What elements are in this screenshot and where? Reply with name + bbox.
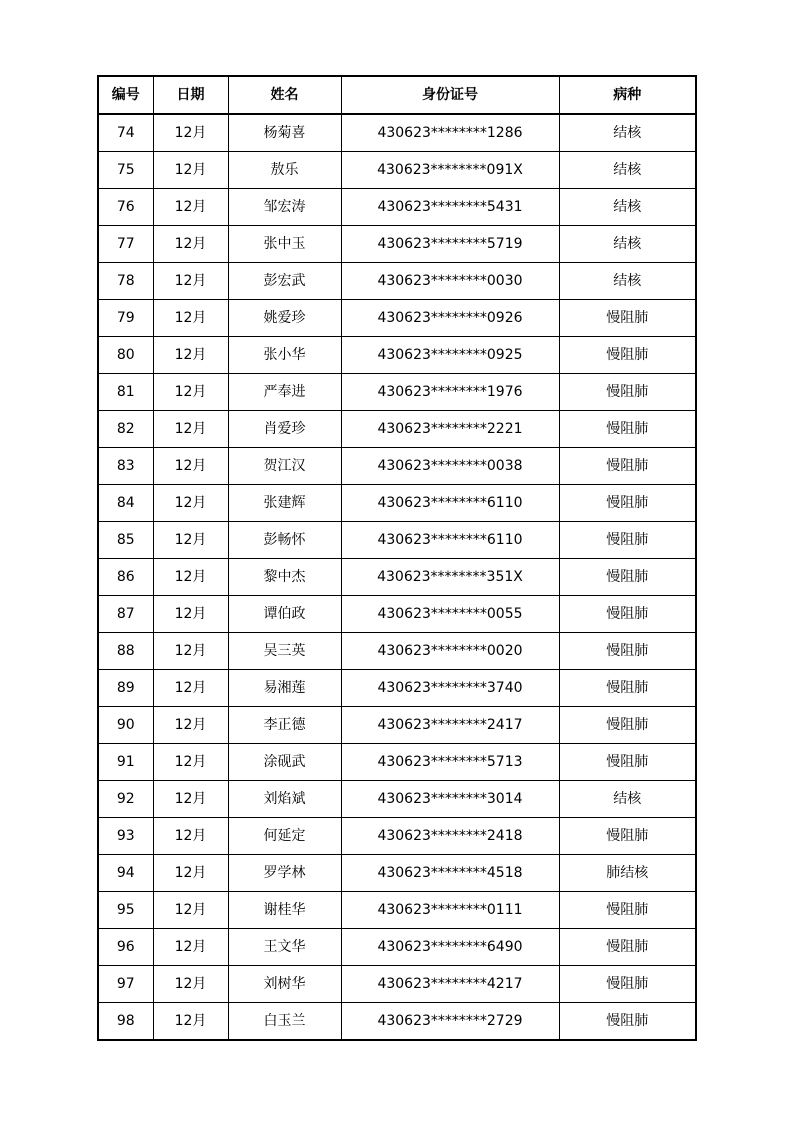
table-row — [98, 189, 696, 226]
cell-name: 罗学林 — [228, 855, 341, 892]
cell-disease: 慢阻肺 — [559, 337, 696, 374]
cell-disease: 慢阻肺 — [559, 966, 696, 1003]
cell-id-number: 430623********1286 — [341, 114, 559, 152]
header-name: 姓名 — [228, 76, 341, 114]
cell-disease: 慢阻肺 — [559, 707, 696, 744]
header-disease: 病种 — [559, 76, 696, 114]
cell-date: 12月 — [153, 226, 228, 263]
cell-date: 12月 — [153, 152, 228, 189]
cell-disease: 慢阻肺 — [559, 892, 696, 929]
cell-name: 吴三英 — [228, 633, 341, 670]
cell-id-number: 430623********3014 — [341, 781, 559, 818]
cell-id-number: 430623********0020 — [341, 633, 559, 670]
cell-id-number: 430623********6110 — [341, 485, 559, 522]
cell-id: 91 — [98, 744, 153, 781]
cell-date: 12月 — [153, 929, 228, 966]
cell-date: 12月 — [153, 892, 228, 929]
cell-id-number: 430623********1976 — [341, 374, 559, 411]
cell-id-number: 430623********0111 — [341, 892, 559, 929]
header-id: 编号 — [98, 76, 153, 114]
table-row — [98, 929, 696, 966]
cell-id: 87 — [98, 596, 153, 633]
cell-id-number: 430623********3740 — [341, 670, 559, 707]
cell-id-number: 430623********4518 — [341, 855, 559, 892]
cell-id-number: 430623********6490 — [341, 929, 559, 966]
table-row — [98, 818, 696, 855]
cell-disease: 慢阻肺 — [559, 633, 696, 670]
cell-id: 98 — [98, 1003, 153, 1041]
table-row — [98, 966, 696, 1003]
table-row — [98, 114, 696, 152]
table-row — [98, 522, 696, 559]
cell-id: 94 — [98, 855, 153, 892]
cell-disease: 结核 — [559, 189, 696, 226]
table-row — [98, 707, 696, 744]
table-row — [98, 781, 696, 818]
records-table — [97, 75, 697, 1041]
cell-name: 涂砚武 — [228, 744, 341, 781]
cell-name: 张建辉 — [228, 485, 341, 522]
cell-disease: 慢阻肺 — [559, 744, 696, 781]
cell-date: 12月 — [153, 781, 228, 818]
cell-id-number: 430623********5713 — [341, 744, 559, 781]
cell-date: 12月 — [153, 337, 228, 374]
cell-name: 严奉进 — [228, 374, 341, 411]
table-row — [98, 374, 696, 411]
cell-name: 刘焰斌 — [228, 781, 341, 818]
cell-name: 王文华 — [228, 929, 341, 966]
cell-name: 邹宏涛 — [228, 189, 341, 226]
table-row — [98, 892, 696, 929]
cell-name: 白玉兰 — [228, 1003, 341, 1041]
table-row — [98, 744, 696, 781]
cell-name: 彭宏武 — [228, 263, 341, 300]
table-row — [98, 300, 696, 337]
table-body — [98, 114, 696, 1040]
table-row — [98, 559, 696, 596]
cell-id: 90 — [98, 707, 153, 744]
cell-name: 张中玉 — [228, 226, 341, 263]
cell-disease: 慢阻肺 — [559, 300, 696, 337]
cell-disease: 结核 — [559, 226, 696, 263]
cell-date: 12月 — [153, 559, 228, 596]
cell-name: 姚爱珍 — [228, 300, 341, 337]
header-row — [98, 76, 696, 114]
cell-date: 12月 — [153, 633, 228, 670]
cell-date: 12月 — [153, 485, 228, 522]
table-row — [98, 855, 696, 892]
cell-name: 谭伯政 — [228, 596, 341, 633]
cell-name: 何延定 — [228, 818, 341, 855]
table-row — [98, 448, 696, 485]
cell-date: 12月 — [153, 448, 228, 485]
cell-id-number: 430623********0925 — [341, 337, 559, 374]
cell-disease: 肺结核 — [559, 855, 696, 892]
cell-disease: 慢阻肺 — [559, 596, 696, 633]
cell-name: 肖爱珍 — [228, 411, 341, 448]
table-row — [98, 670, 696, 707]
cell-name: 黎中杰 — [228, 559, 341, 596]
cell-disease: 慢阻肺 — [559, 374, 696, 411]
cell-id: 95 — [98, 892, 153, 929]
cell-id: 74 — [98, 114, 153, 152]
cell-disease: 结核 — [559, 114, 696, 152]
cell-id-number: 430623********091X — [341, 152, 559, 189]
table-row — [98, 263, 696, 300]
cell-id: 76 — [98, 189, 153, 226]
header-date: 日期 — [153, 76, 228, 114]
table-header — [98, 76, 696, 114]
table-row — [98, 152, 696, 189]
cell-disease: 结核 — [559, 152, 696, 189]
cell-name: 张小华 — [228, 337, 341, 374]
cell-id-number: 430623********0055 — [341, 596, 559, 633]
cell-date: 12月 — [153, 744, 228, 781]
cell-id: 83 — [98, 448, 153, 485]
cell-date: 12月 — [153, 114, 228, 152]
cell-id: 88 — [98, 633, 153, 670]
cell-id-number: 430623********0038 — [341, 448, 559, 485]
cell-id-number: 430623********2417 — [341, 707, 559, 744]
cell-disease: 慢阻肺 — [559, 559, 696, 596]
cell-name: 刘树华 — [228, 966, 341, 1003]
cell-name: 贺江汉 — [228, 448, 341, 485]
cell-date: 12月 — [153, 707, 228, 744]
cell-id: 81 — [98, 374, 153, 411]
cell-disease: 结核 — [559, 781, 696, 818]
cell-disease: 慢阻肺 — [559, 818, 696, 855]
cell-disease: 慢阻肺 — [559, 411, 696, 448]
table-row — [98, 337, 696, 374]
cell-disease: 结核 — [559, 263, 696, 300]
cell-disease: 慢阻肺 — [559, 522, 696, 559]
cell-id: 97 — [98, 966, 153, 1003]
cell-date: 12月 — [153, 596, 228, 633]
cell-id: 79 — [98, 300, 153, 337]
table-row — [98, 485, 696, 522]
header-id-number: 身份证号 — [341, 76, 559, 114]
cell-date: 12月 — [153, 818, 228, 855]
cell-id-number: 430623********5431 — [341, 189, 559, 226]
cell-date: 12月 — [153, 263, 228, 300]
cell-id: 86 — [98, 559, 153, 596]
table-row — [98, 596, 696, 633]
cell-name: 易湘莲 — [228, 670, 341, 707]
cell-id-number: 430623********0926 — [341, 300, 559, 337]
cell-id: 78 — [98, 263, 153, 300]
cell-date: 12月 — [153, 189, 228, 226]
table-row — [98, 633, 696, 670]
cell-name: 杨菊喜 — [228, 114, 341, 152]
cell-id-number: 430623********5719 — [341, 226, 559, 263]
cell-id: 80 — [98, 337, 153, 374]
table-row — [98, 226, 696, 263]
cell-name: 敖乐 — [228, 152, 341, 189]
cell-id: 82 — [98, 411, 153, 448]
cell-id: 92 — [98, 781, 153, 818]
cell-id-number: 430623********2418 — [341, 818, 559, 855]
table-row — [98, 1003, 696, 1041]
cell-id: 93 — [98, 818, 153, 855]
cell-id-number: 430623********4217 — [341, 966, 559, 1003]
cell-date: 12月 — [153, 855, 228, 892]
cell-disease: 慢阻肺 — [559, 929, 696, 966]
cell-name: 谢桂华 — [228, 892, 341, 929]
cell-date: 12月 — [153, 966, 228, 1003]
cell-date: 12月 — [153, 1003, 228, 1041]
cell-id-number: 430623********2221 — [341, 411, 559, 448]
cell-id: 96 — [98, 929, 153, 966]
cell-date: 12月 — [153, 300, 228, 337]
cell-date: 12月 — [153, 374, 228, 411]
table-row — [98, 411, 696, 448]
cell-disease: 慢阻肺 — [559, 670, 696, 707]
cell-date: 12月 — [153, 522, 228, 559]
cell-id: 89 — [98, 670, 153, 707]
cell-id-number: 430623********2729 — [341, 1003, 559, 1041]
cell-disease: 慢阻肺 — [559, 485, 696, 522]
cell-disease: 慢阻肺 — [559, 448, 696, 485]
cell-id: 75 — [98, 152, 153, 189]
cell-id: 77 — [98, 226, 153, 263]
cell-id: 84 — [98, 485, 153, 522]
cell-name: 李正德 — [228, 707, 341, 744]
cell-id: 85 — [98, 522, 153, 559]
cell-date: 12月 — [153, 411, 228, 448]
cell-disease: 慢阻肺 — [559, 1003, 696, 1041]
cell-name: 彭畅怀 — [228, 522, 341, 559]
cell-date: 12月 — [153, 670, 228, 707]
cell-id-number: 430623********351X — [341, 559, 559, 596]
cell-id-number: 430623********0030 — [341, 263, 559, 300]
cell-id-number: 430623********6110 — [341, 522, 559, 559]
